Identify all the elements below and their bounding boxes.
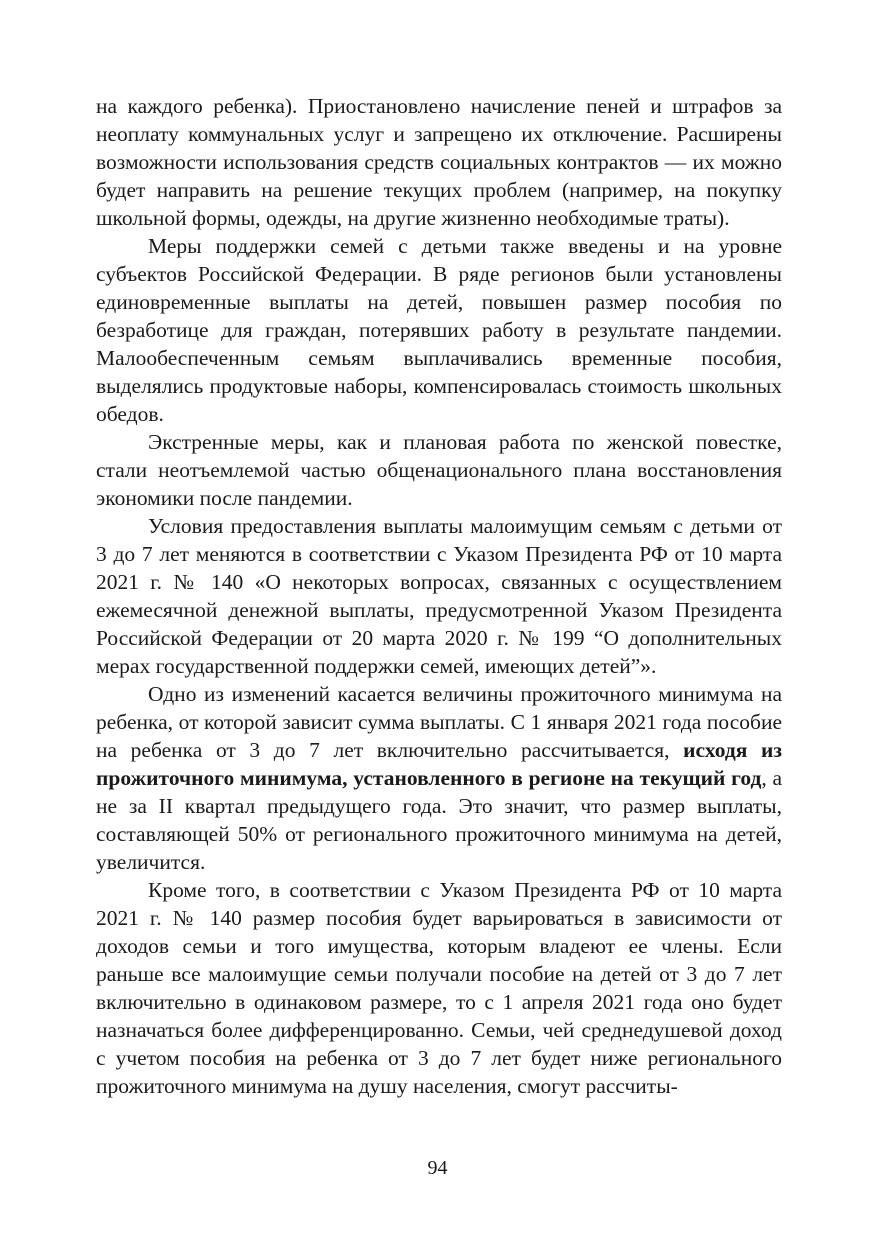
page-number: 94	[427, 1157, 448, 1179]
paragraph-3: Экстренные меры, как и плановая работа по женской повестке, стали неотъемлемой частью общенационального плана восстановления экономики после пандемии.	[96, 430, 782, 510]
paragraph-5	[96, 680, 782, 876]
paragraph-5-bold-text: исходя из прожиточного минимума, установленного в регионе на текущий год	[96, 738, 782, 790]
paragraph-6: Кроме того, в соответствии с Указом Президента РФ от 10 марта 2021 г. № 140 размер пособия будет варьироваться в зависимости от доходов семьи и того имущества, которым владеют ее члены. Если раньше все малоимущие семьи получали пособие на детей от 3 до 7 лет включительно в одинаковом размере, то с 1 апреля 2021 года оно будет назначаться более дифференцированно. Семьи, чей среднедушевой доход с учетом пособия на ребенка от 3 до 7 лет будет ниже регионального прожиточного минимума на душу населения, смогут рассчиты-	[96, 878, 782, 1098]
page-body	[96, 92, 782, 1100]
paragraph-4: Условия предоставления выплаты малоимущим семьям с детьми от 3 до 7 лет меняются в соответствии с Указом Президента РФ от 10 марта 2021 г. № 140 «О некоторых вопросах, связанных с осуществлением ежемесячной денежной выплаты, предусмотренной Указом Президента Российской Федерации от 20 марта 2020 г. № 199 “О дополнительных мерах государственной поддержки семей, имеющих детей”».	[96, 514, 782, 678]
paragraph-2: Меры поддержки семей с детьми также введены и на уровне субъектов Российской Федерации. В ряде регионов были установлены единовременные выплаты на детей, повышен размер пособия по безработице для граждан, потерявших работу в результате пандемии. Малообеспеченным семьям выплачивались временные пособия, выделялись продуктовые наборы, компенсировалась стоимость школьных обедов.	[96, 234, 782, 426]
paragraph-5-text-after: , а не за II квартал предыдущего года. Это значит, что размер выплаты, составляющей 50% от регионального прожиточного минимума на детей, увеличится.	[96, 766, 782, 874]
paragraph-1: на каждого ребенка). Приостановлено начисление пеней и штрафов за неоплату коммунальных услуг и запрещено их отключение. Расширены возможности использования средств социальных контрактов — их можно будет направить на решение текущих проблем (например, на покупку школьной формы, одежды, на другие жизненно необходимые траты).	[96, 94, 782, 230]
paragraph-5-text-before: Одно из изменений касается величины прожиточного минимума на ребенка, от которой зависит сумма выплаты. С 1 января 2021 года пособие на ребенка от 3 до 7 лет включительно рассчитывается,	[96, 682, 782, 762]
